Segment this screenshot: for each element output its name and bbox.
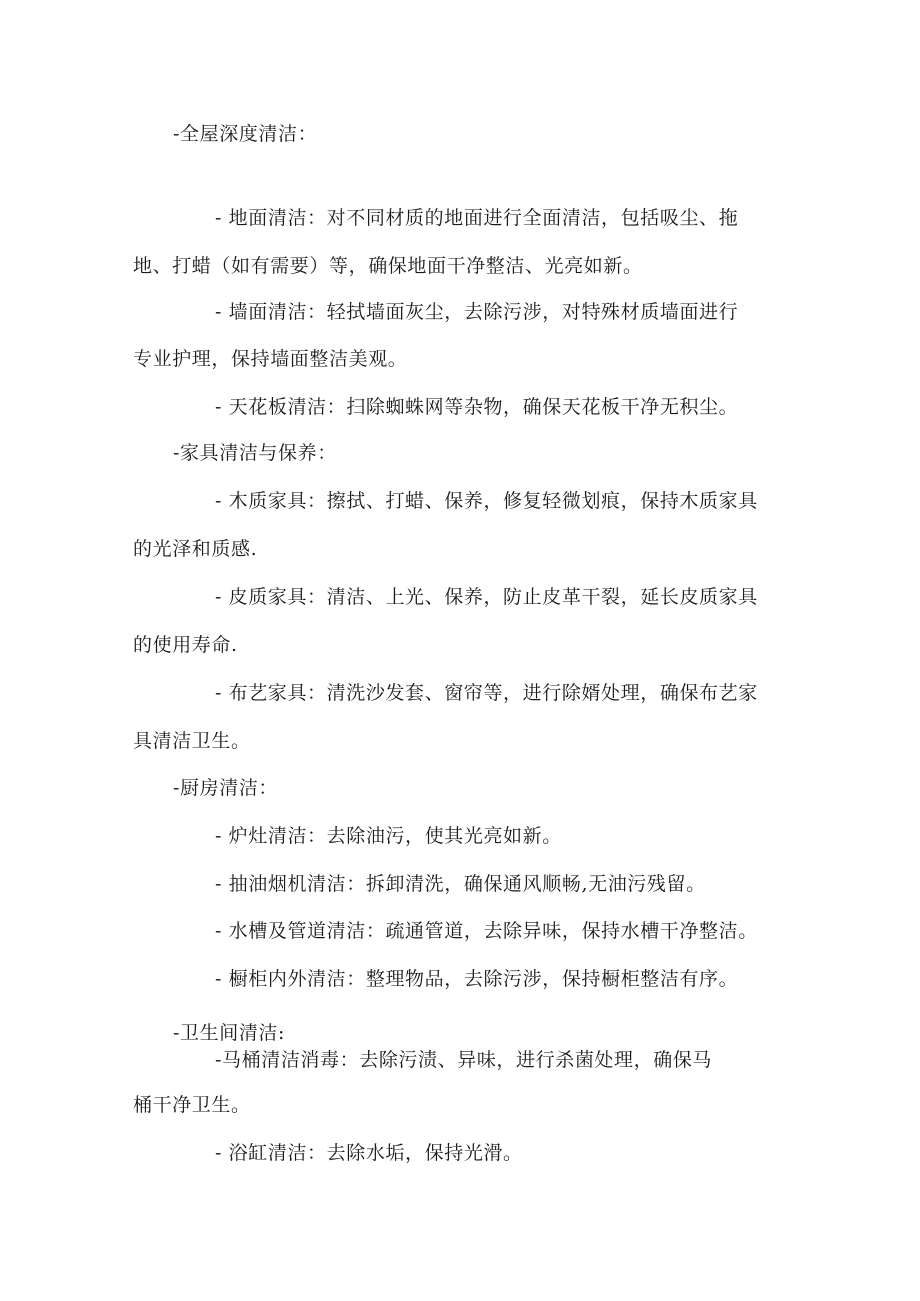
list-item: - 橱柜内外清洁：整理物品，去除污涉，保持橱柜整洁有序。	[215, 968, 739, 990]
section-heading: -全屋深度清洁：	[173, 123, 318, 145]
list-item: - 浴缸清洁：去除水垢，保持光滑。	[215, 1142, 523, 1164]
list-item: - 皮质家具：清洁、上光、保养，防止皮革干裂，延长皮质家具	[215, 586, 758, 608]
section-heading: -卫生间清洁:	[173, 1022, 286, 1044]
list-item-continuation: 地、打蜡（如有需要）等，确保地面干净整洁、光亮如新。	[133, 255, 643, 277]
section-heading: -家具清洁与保养：	[173, 442, 337, 464]
list-item: - 天花板清洁：扫除蜘蛛网等杂物，确保天花板干净无积尘。	[215, 396, 739, 418]
list-item: - 墙面清洁：轻拭墙面灰尘，去除污涉，对特殊材质墙面进行	[215, 301, 739, 323]
list-item-continuation: 具清洁卫生。	[133, 730, 251, 752]
list-item-continuation: 专业护理，保持墙面整洁美观。	[133, 348, 408, 370]
list-item: - 布艺家具：清洗沙发套、窗帘等，进行除婿处理，确保布艺家	[215, 682, 758, 704]
section-heading: -厨房清洁：	[173, 777, 279, 799]
list-item: - 地面清洁：对不同材质的地面进行全面清洁，包括吸尘、拖	[215, 207, 739, 229]
list-item-continuation: 的光泽和质感.	[133, 538, 258, 560]
list-item-continuation: 的使用寿命.	[133, 634, 238, 656]
list-item: - 炉灶清洁：去除油污，使其光亮如新。	[215, 825, 562, 847]
list-item: - 木质家具：擦拭、打蜡、保养，修复轻微划痕，保持木质家具	[215, 490, 758, 512]
list-item: - 水槽及管道清洁：疏通管道，去除异味，保持水槽干净整洁。	[215, 920, 758, 942]
list-item: - 抽油烟机清洁：拆卸清洗，确保通风顺畅,无油污残留。	[215, 873, 706, 895]
list-item-continuation: 桶干净卫生。	[133, 1094, 251, 1116]
list-item: -马桶清洁消毒：去除污渍、异味，进行杀菌处理，确保马	[215, 1049, 713, 1071]
